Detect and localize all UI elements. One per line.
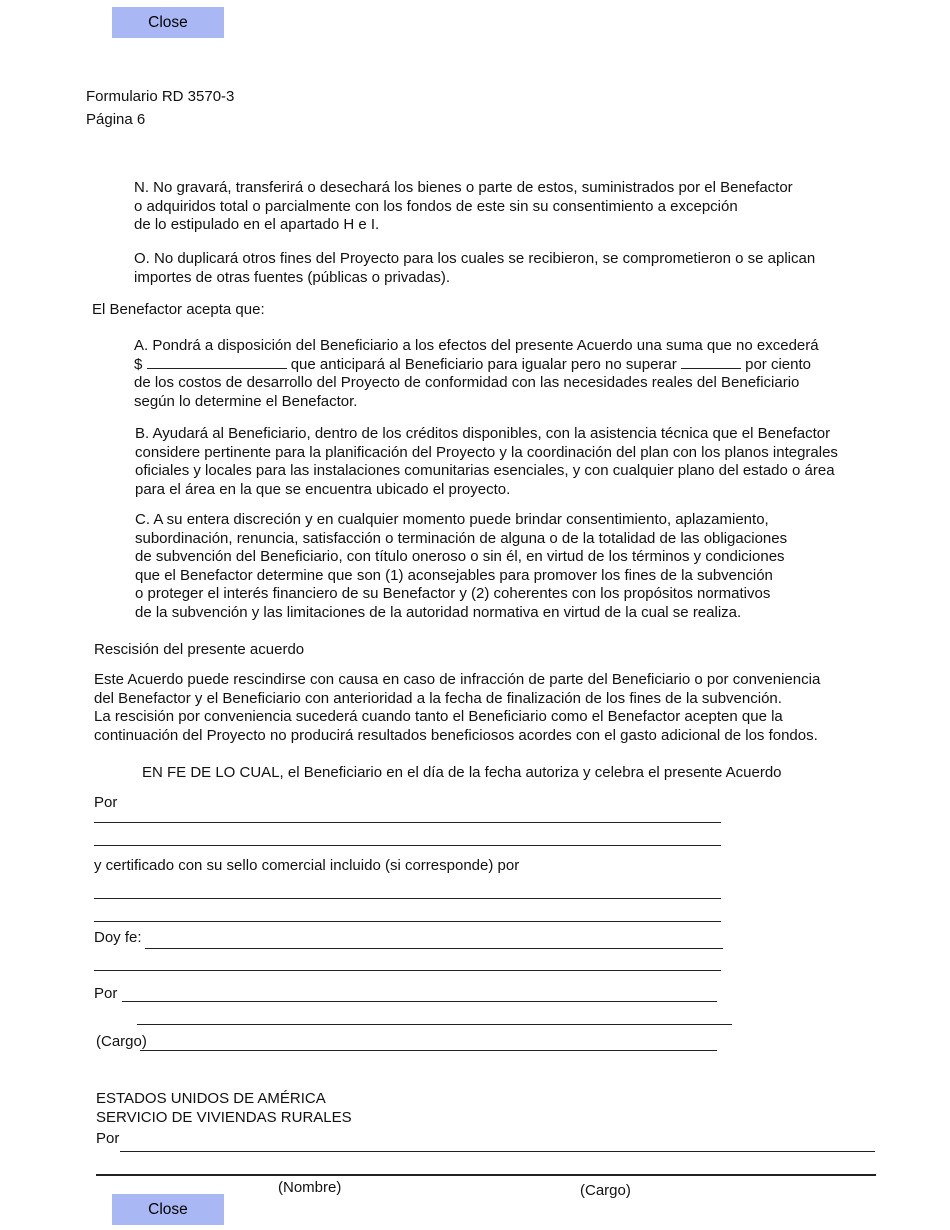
text-line: A. Pondrá a disposición del Beneficiario a los efectos del presente Acuerdo una suma que no excederá: [134, 337, 819, 354]
signature-line[interactable]: [94, 921, 721, 922]
agency-title: SERVICIO DE VIVIENDAS RURALES: [96, 1109, 352, 1126]
text-line: O. No duplicará otros fines del Proyecto para los cuales se recibieron, se comprometieron o se aplican: [134, 250, 816, 267]
rescission-heading: Rescisión del presente acuerdo: [94, 641, 305, 658]
text-line: de subvención del Beneficiario, con título oneroso o sin él, en virtud de los términos y condiciones: [135, 548, 785, 566]
clause-o: [134, 250, 815, 287]
text-fragment: por ciento: [745, 355, 811, 373]
clause-n: [134, 179, 793, 235]
signature-line[interactable]: [96, 1174, 876, 1176]
text-line: que el Benefactor determine que son (1) aconsejables para promover los fines de la subvención: [135, 566, 773, 584]
text-line: continuación del Proyecto no producirá resultados beneficiosos acordes con el gasto adicional de los fondos.: [94, 726, 818, 744]
nombre-label: (Nombre): [278, 1179, 342, 1196]
text-line: Este Acuerdo puede rescindirse con causa en caso de infracción de parte del Beneficiario o por conveniencia: [94, 671, 821, 688]
text-line: considere pertinente para la planificación del Proyecto y la coordinación del plan con los planos integrales: [135, 443, 838, 461]
certified-label: y certificado con su sello comercial incluido (si corresponde) por: [94, 857, 520, 874]
text-line: oficiales y locales para las instalaciones comunitarias esenciales, y con cualquier plano del estado o área: [135, 462, 835, 480]
text-fragment: que anticipará al Beneficiario para igualar pero no superar: [290, 355, 677, 373]
clause-a: [134, 337, 819, 411]
signature-line[interactable]: [137, 1024, 732, 1025]
text-line: La rescisión por conveniencia sucederá cuando tanto el Beneficiario como el Benefactor acepten que la: [94, 708, 783, 726]
text-line: de la subvención y las limitaciones de la autoridad normativa en virtud de la cual se realiza.: [135, 603, 742, 621]
clause-b: [135, 425, 838, 499]
close-button-top[interactable]: Close: [112, 7, 224, 38]
page-number: Página 6: [86, 111, 146, 128]
form-id: Formulario RD 3570-3: [86, 88, 235, 105]
text-line: importes de otras fuentes (públicas o privadas).: [134, 268, 450, 286]
cargo-line[interactable]: [140, 1050, 717, 1051]
text-line: N. No gravará, transferirá o desechará los bienes o parte de estos, suministrados por el Benefactor: [134, 179, 793, 196]
por-label: Por: [94, 794, 118, 811]
attest-label: Doy fe:: [94, 929, 142, 946]
signature-line[interactable]: [122, 1001, 717, 1002]
text-line: C. A su entera discreción y en cualquier momento puede brindar consentimiento, aplazamiento,: [135, 511, 769, 528]
text-line: subordinación, renuncia, satisfacción o terminación de alguna o de la totalidad de las obligaciones: [135, 529, 788, 547]
signature-line[interactable]: [120, 1151, 875, 1152]
signature-line[interactable]: [94, 970, 721, 971]
benefactor-heading: El Benefactor acepta que:: [92, 301, 265, 318]
signature-line[interactable]: [94, 898, 721, 899]
text-line: o adquiridos total o parcialmente con los fondos de este sin su consentimiento a excepción: [134, 197, 738, 215]
text-line: B. Ayudará al Beneficiario, dentro de los créditos disponibles, con la asistencia técnica que el Benefactor: [135, 425, 831, 442]
text-line: para el área en la que se encuentra ubicado el proyecto.: [135, 480, 511, 498]
dollar-sign: $: [134, 355, 143, 373]
text-line: según lo determine el Benefactor.: [134, 392, 358, 410]
signature-line[interactable]: [94, 822, 721, 823]
witness-statement: EN FE DE LO CUAL, el Beneficiario en el día de la fecha autoriza y celebra el presente Acuerdo: [142, 764, 782, 781]
percent-field[interactable]: [681, 356, 741, 369]
text-line: [134, 356, 819, 375]
amount-field[interactable]: [147, 356, 287, 369]
signature-line[interactable]: [94, 845, 721, 846]
clause-c: [135, 511, 787, 623]
cargo-label: (Cargo): [580, 1182, 631, 1199]
text-line: de los costos de desarrollo del Proyecto de conformidad con las necesidades reales del Beneficiario: [134, 374, 800, 392]
text-line: de lo estipulado en el apartado H e I.: [134, 216, 380, 234]
usa-title: ESTADOS UNIDOS DE AMÉRICA: [96, 1090, 326, 1107]
attest-line[interactable]: [145, 948, 723, 949]
cargo-label: (Cargo): [96, 1033, 147, 1050]
text-line: del Benefactor y el Beneficiario con anterioridad a la fecha de finalización de los fines de la subvención.: [94, 689, 782, 707]
close-button-bottom[interactable]: Close: [112, 1194, 224, 1225]
por-label: Por: [94, 985, 118, 1002]
rescission-text: [94, 671, 820, 745]
por-label: Por: [96, 1130, 120, 1147]
text-line: o proteger el interés financiero de su Benefactor y (2) coherentes con los propósitos normativos: [135, 585, 771, 603]
